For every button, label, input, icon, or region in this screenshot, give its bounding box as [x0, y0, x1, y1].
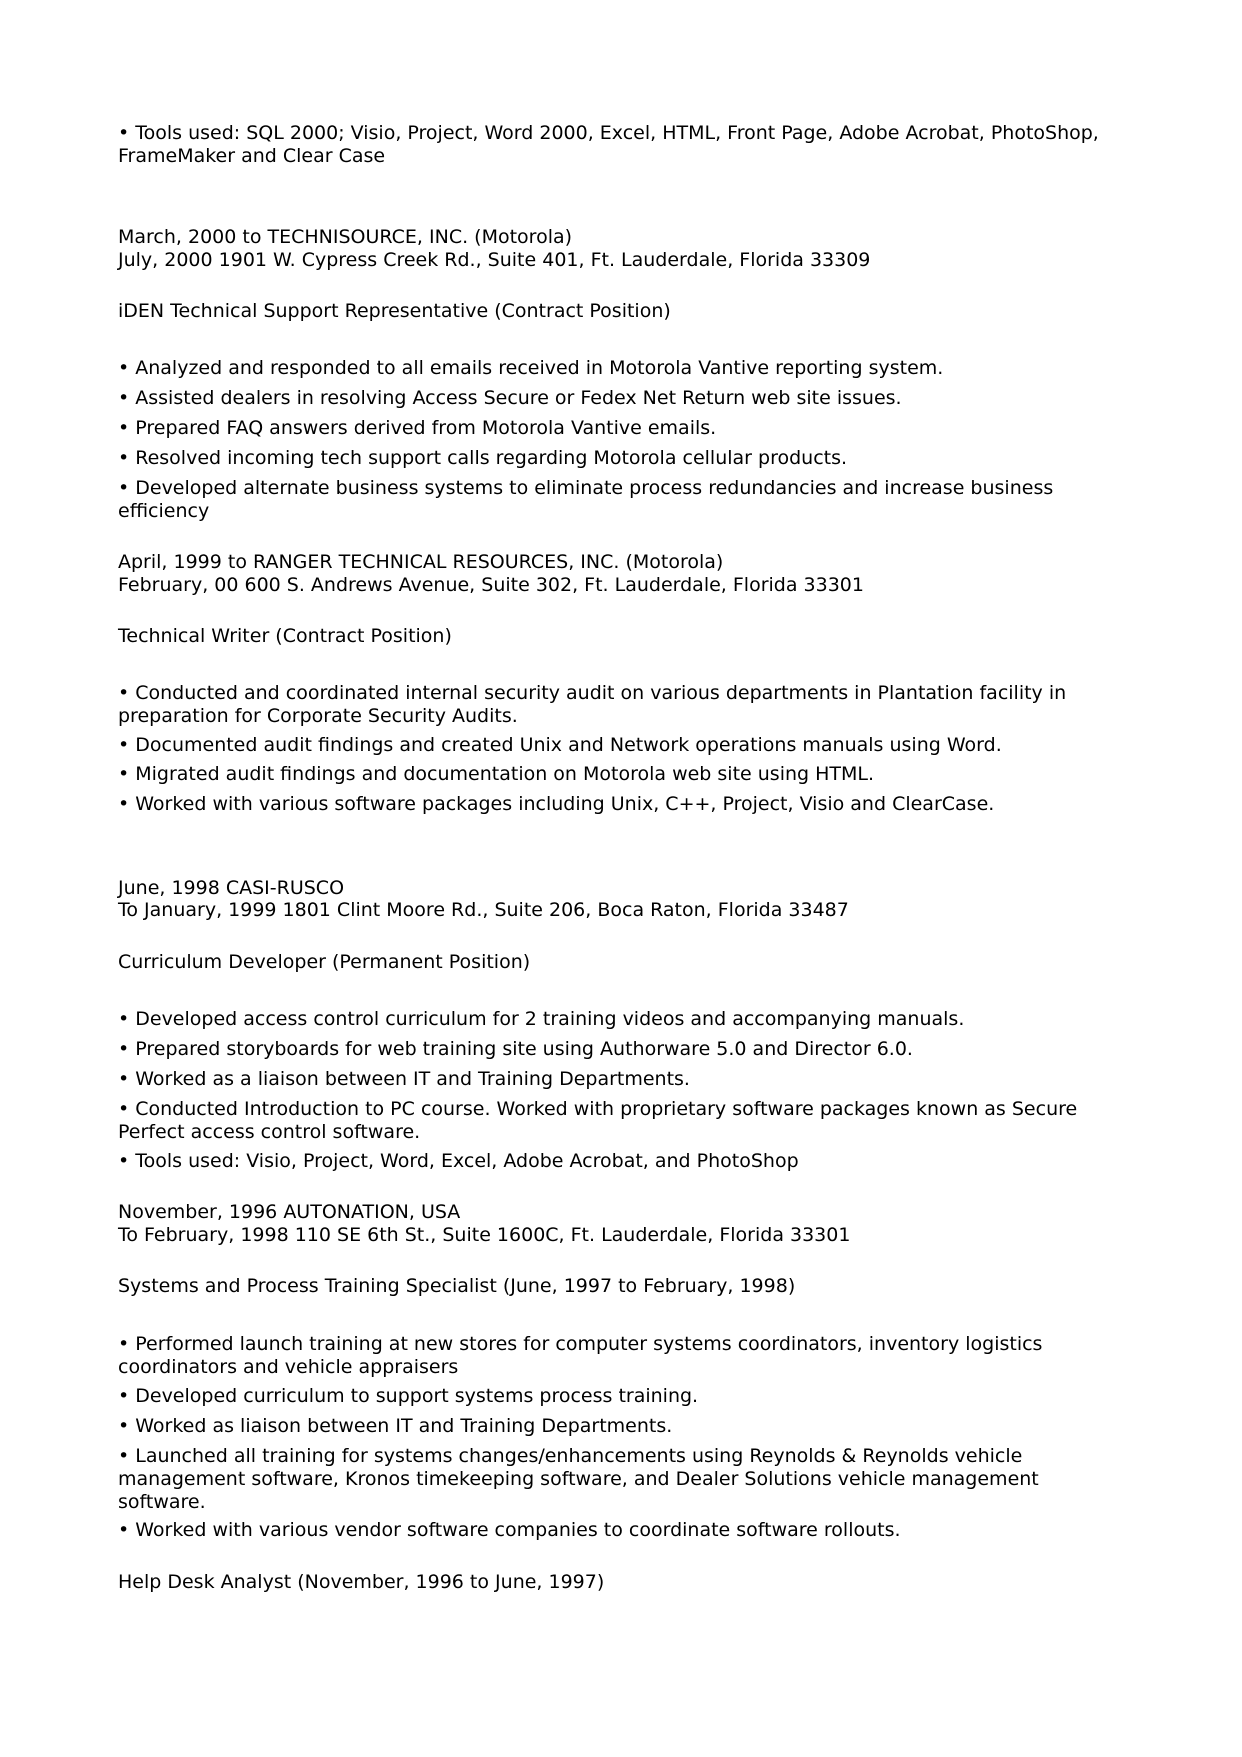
job-dates-address: To January, 1999 1801 Clint Moore Rd., Suite 206, Boca Raton, Florida 33487 — [118, 899, 849, 921]
bullet-item: • Developed curriculum to support systems process training. — [118, 1385, 699, 1407]
job-title: Systems and Process Training Specialist (June, 1997 to February, 1998) — [118, 1275, 796, 1297]
bullet-item: • Performed launch training at new stores for computer systems coordinators, inventory logistics — [118, 1333, 1043, 1355]
text-line: management software, Kronos timekeeping software, and Dealer Solutions vehicle management — [118, 1468, 1039, 1490]
bullet-tools-sql: • Tools used: SQL 2000; Visio, Project, Word 2000, Excel, HTML, Front Page, Adobe Acrobat, PhotoShop, — [118, 122, 1099, 144]
text-line: efficiency — [118, 500, 210, 522]
bullet-item: • Launched all training for systems changes/enhancements using Reynolds & Reynolds vehicle — [118, 1445, 1023, 1467]
bullet-item: • Conducted and coordinated internal security audit on various departments in Plantation facility in — [118, 682, 1067, 704]
job-dates-address: July, 2000 1901 W. Cypress Creek Rd., Suite 401, Ft. Lauderdale, Florida 33309 — [118, 249, 871, 271]
bullet-item: • Developed alternate business systems to eliminate process redundancies and increase business — [118, 477, 1054, 499]
bullet-item: • Worked with various software packages including Unix, C++, Project, Visio and ClearCase. — [118, 793, 995, 815]
bullet-item: • Assisted dealers in resolving Access Secure or Fedex Net Return web site issues. — [118, 387, 902, 409]
bullet-item: • Prepared storyboards for web training site using Authorware 5.0 and Director 6.0. — [118, 1038, 913, 1060]
bullet-item: • Analyzed and responded to all emails received in Motorola Vantive reporting system. — [118, 357, 944, 379]
job-dates-employer: March, 2000 to TECHNISOURCE, INC. (Motorola) — [118, 226, 573, 248]
text-line: preparation for Corporate Security Audits. — [118, 705, 518, 727]
job-dates-employer: November, 1996 AUTONATION, USA — [118, 1201, 461, 1223]
text-line: FrameMaker and Clear Case — [118, 145, 386, 167]
bullet-item: • Tools used: Visio, Project, Word, Excel, Adobe Acrobat, and PhotoShop — [118, 1150, 799, 1172]
bullet-item: • Resolved incoming tech support calls regarding Motorola cellular products. — [118, 447, 848, 469]
bullet-item: • Conducted Introduction to PC course. Worked with proprietary software packages known as Secure — [118, 1098, 1078, 1120]
job-dates-address: February, 00 600 S. Andrews Avenue, Suite 302, Ft. Lauderdale, Florida 33301 — [118, 574, 864, 596]
bullet-item: • Worked with various vendor software companies to coordinate software rollouts. — [118, 1519, 901, 1541]
bullet-item: • Migrated audit findings and documentation on Motorola web site using HTML. — [118, 763, 875, 785]
job-dates-employer: June, 1998 CASI-RUSCO — [118, 877, 345, 899]
job-title: iDEN Technical Support Representative (Contract Position) — [118, 300, 671, 322]
bullet-item: • Developed access control curriculum for 2 training videos and accompanying manuals. — [118, 1008, 965, 1030]
job-title: Curriculum Developer (Permanent Position) — [118, 951, 531, 973]
job-dates-employer: April, 1999 to RANGER TECHNICAL RESOURCES, INC. (Motorola) — [118, 551, 724, 573]
job-dates-address: To February, 1998 110 SE 6th St., Suite 1600C, Ft. Lauderdale, Florida 33301 — [118, 1224, 851, 1246]
bullet-item: • Worked as liaison between IT and Training Departments. — [118, 1415, 673, 1437]
bullet-item: • Prepared FAQ answers derived from Motorola Vantive emails. — [118, 417, 717, 439]
bullet-item: • Worked as a liaison between IT and Training Departments. — [118, 1068, 690, 1090]
text-line: software. — [118, 1491, 206, 1513]
text-line: coordinators and vehicle appraisers — [118, 1356, 459, 1378]
job-title: Help Desk Analyst (November, 1996 to June, 1997) — [118, 1571, 605, 1593]
job-title: Technical Writer (Contract Position) — [118, 625, 452, 647]
text-line: Perfect access control software. — [118, 1121, 421, 1143]
bullet-item: • Documented audit findings and created Unix and Network operations manuals using Word. — [118, 734, 1002, 756]
